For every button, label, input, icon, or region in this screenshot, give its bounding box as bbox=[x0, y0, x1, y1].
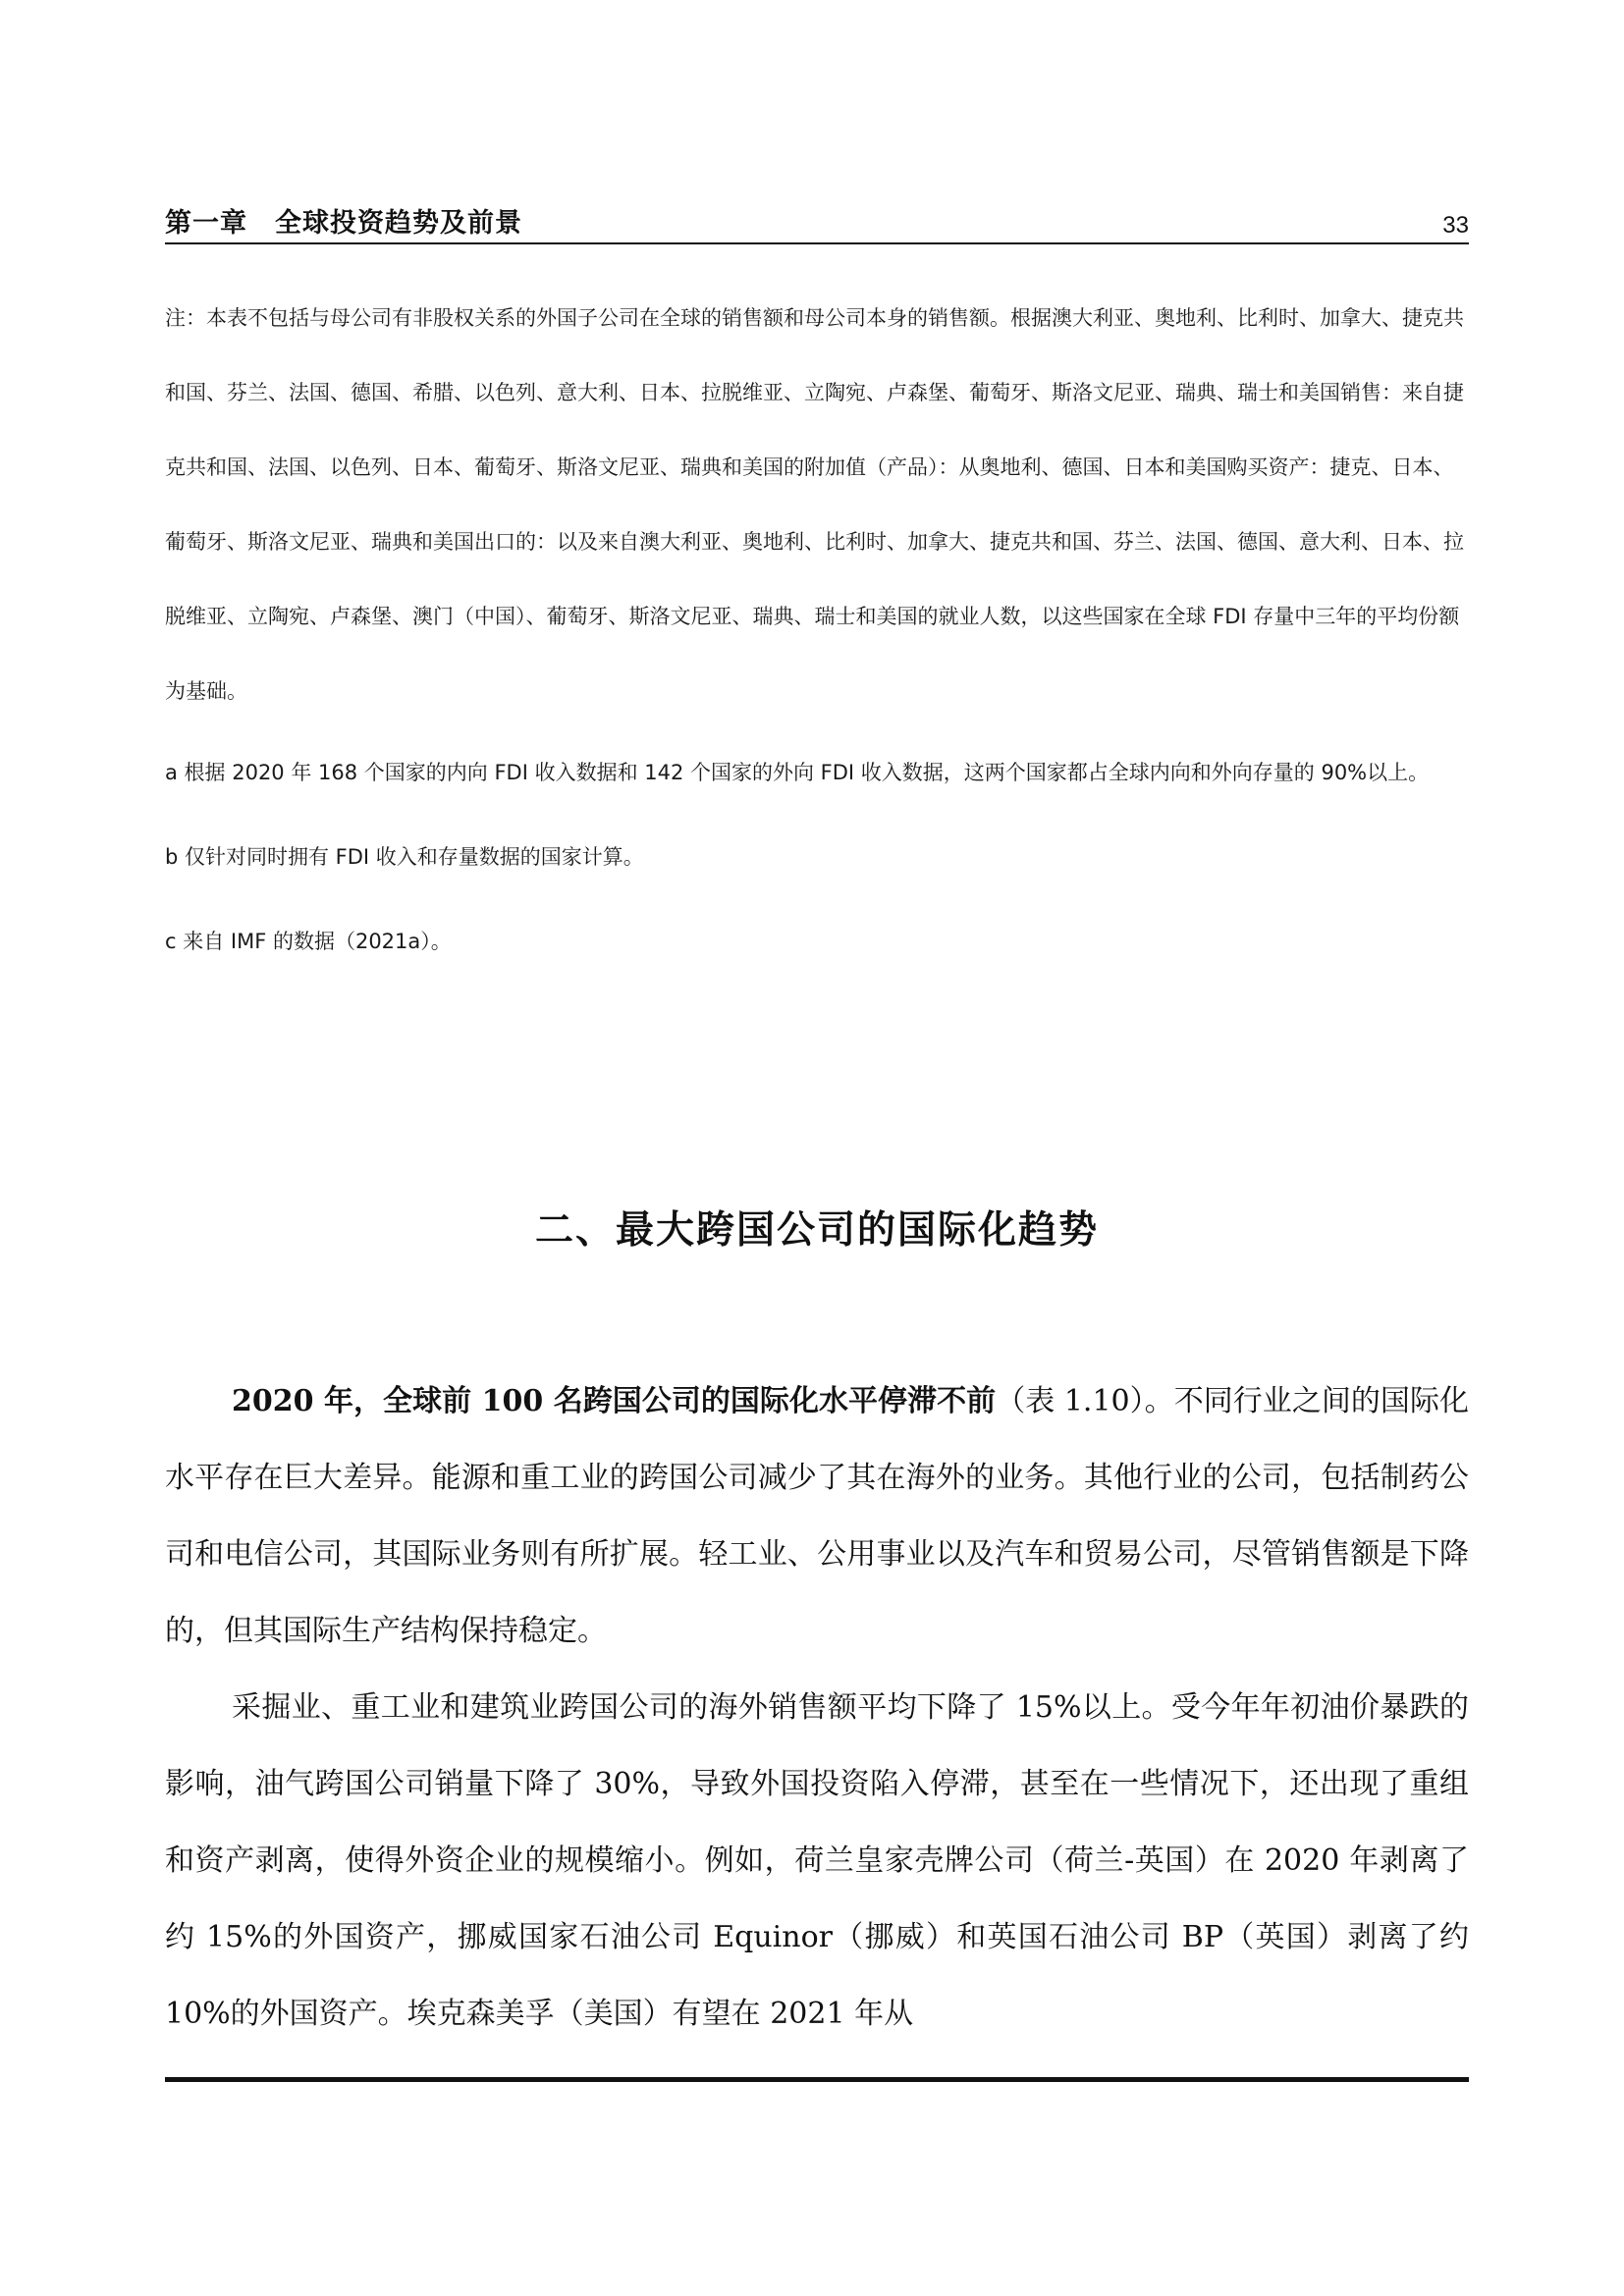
body-text bbox=[165, 1363, 1469, 2053]
paragraph-2: 采掘业、重工业和建筑业跨国公司的海外销售额平均下降了 15%以上。受今年年初油价暴跌的影响，油气跨国公司销量下降了 30%，导致外国投资陷入停滞，甚至在一些情况下，还出现了重组和资产剥离，使得外资企业的规模缩小。例如，荷兰皇家壳牌公司（荷兰-英国）在 2020 年剥离了约 15%的外国资产，挪威国家石油公司 Equinor（挪威）和英国石油公司 BP（英国）剥离了约 10%的外国资产。埃克森美孚（美国）有望在 2021 年从 bbox=[165, 1690, 1469, 2031]
paragraph-1-text: （表 1.10）。不同行业之间的国际化水平存在巨大差异。能源和重工业的跨国公司减少了其在海外的业务。其他行业的公司，包括制药公司和电信公司，其国际业务则有所扩展。轻工业、公用事业以及汽车和贸易公司，尽管销售额是下降的，但其国际生产结构保持稳定。 bbox=[165, 1384, 1469, 1648]
header-rule bbox=[165, 242, 1469, 244]
table-notes bbox=[165, 281, 1469, 982]
running-header bbox=[165, 196, 1469, 240]
chapter-title: 第一章 全球投资趋势及前景 bbox=[165, 208, 522, 239]
section-heading: 二、最大跨国公司的国际化趋势 bbox=[534, 1208, 1099, 1253]
note-b: b 仅针对同时拥有 FDI 收入和存量数据的国家计算。 bbox=[165, 845, 644, 869]
note-main: 注：本表不包括与母公司有非股权关系的外国子公司在全球的销售额和母公司本身的销售额。根据澳大利亚、奥地利、比利时、加拿大、捷克共和国、芬兰、法国、德国、希腊、以色列、意大利、日本、拉脱维亚、立陶宛、卢森堡、葡萄牙、斯洛文尼亚、瑞典、瑞士和美国销售：来自捷克共和国、法国、以色列、日本、葡萄牙、斯洛文尼亚、瑞典和美国的附加值（产品）：从奥地利、德国、日本和美国购买资产：捷克、日本、葡萄牙、斯洛文尼亚、瑞典和美国出口的：以及来自澳大利亚、奥地利、比利时、加拿大、捷克共和国、芬兰、法国、德国、意大利、日本、拉脱维亚、立陶宛、卢森堡、澳门（中国）、葡萄牙、斯洛文尼亚、瑞典、瑞士和美国的就业人数，以这些国家在全球 FDI 存量中三年的平均份额为基础。 bbox=[165, 306, 1464, 703]
page-number: 33 bbox=[1442, 212, 1469, 239]
paragraph-1-lead: 2020 年，全球前 100 名跨国公司的国际化水平停滞不前 bbox=[232, 1384, 997, 1418]
paragraph-1 bbox=[165, 1363, 1469, 1670]
footer-rule bbox=[165, 2077, 1469, 2082]
note-a: a 根据 2020 年 168 个国家的内向 FDI 收入数据和 142 个国家的外向 FDI 收入数据，这两个国家都占全球内向和外向存量的 90%以上。 bbox=[165, 761, 1430, 784]
note-c: c 来自 IMF 的数据（2021a）。 bbox=[165, 930, 452, 953]
